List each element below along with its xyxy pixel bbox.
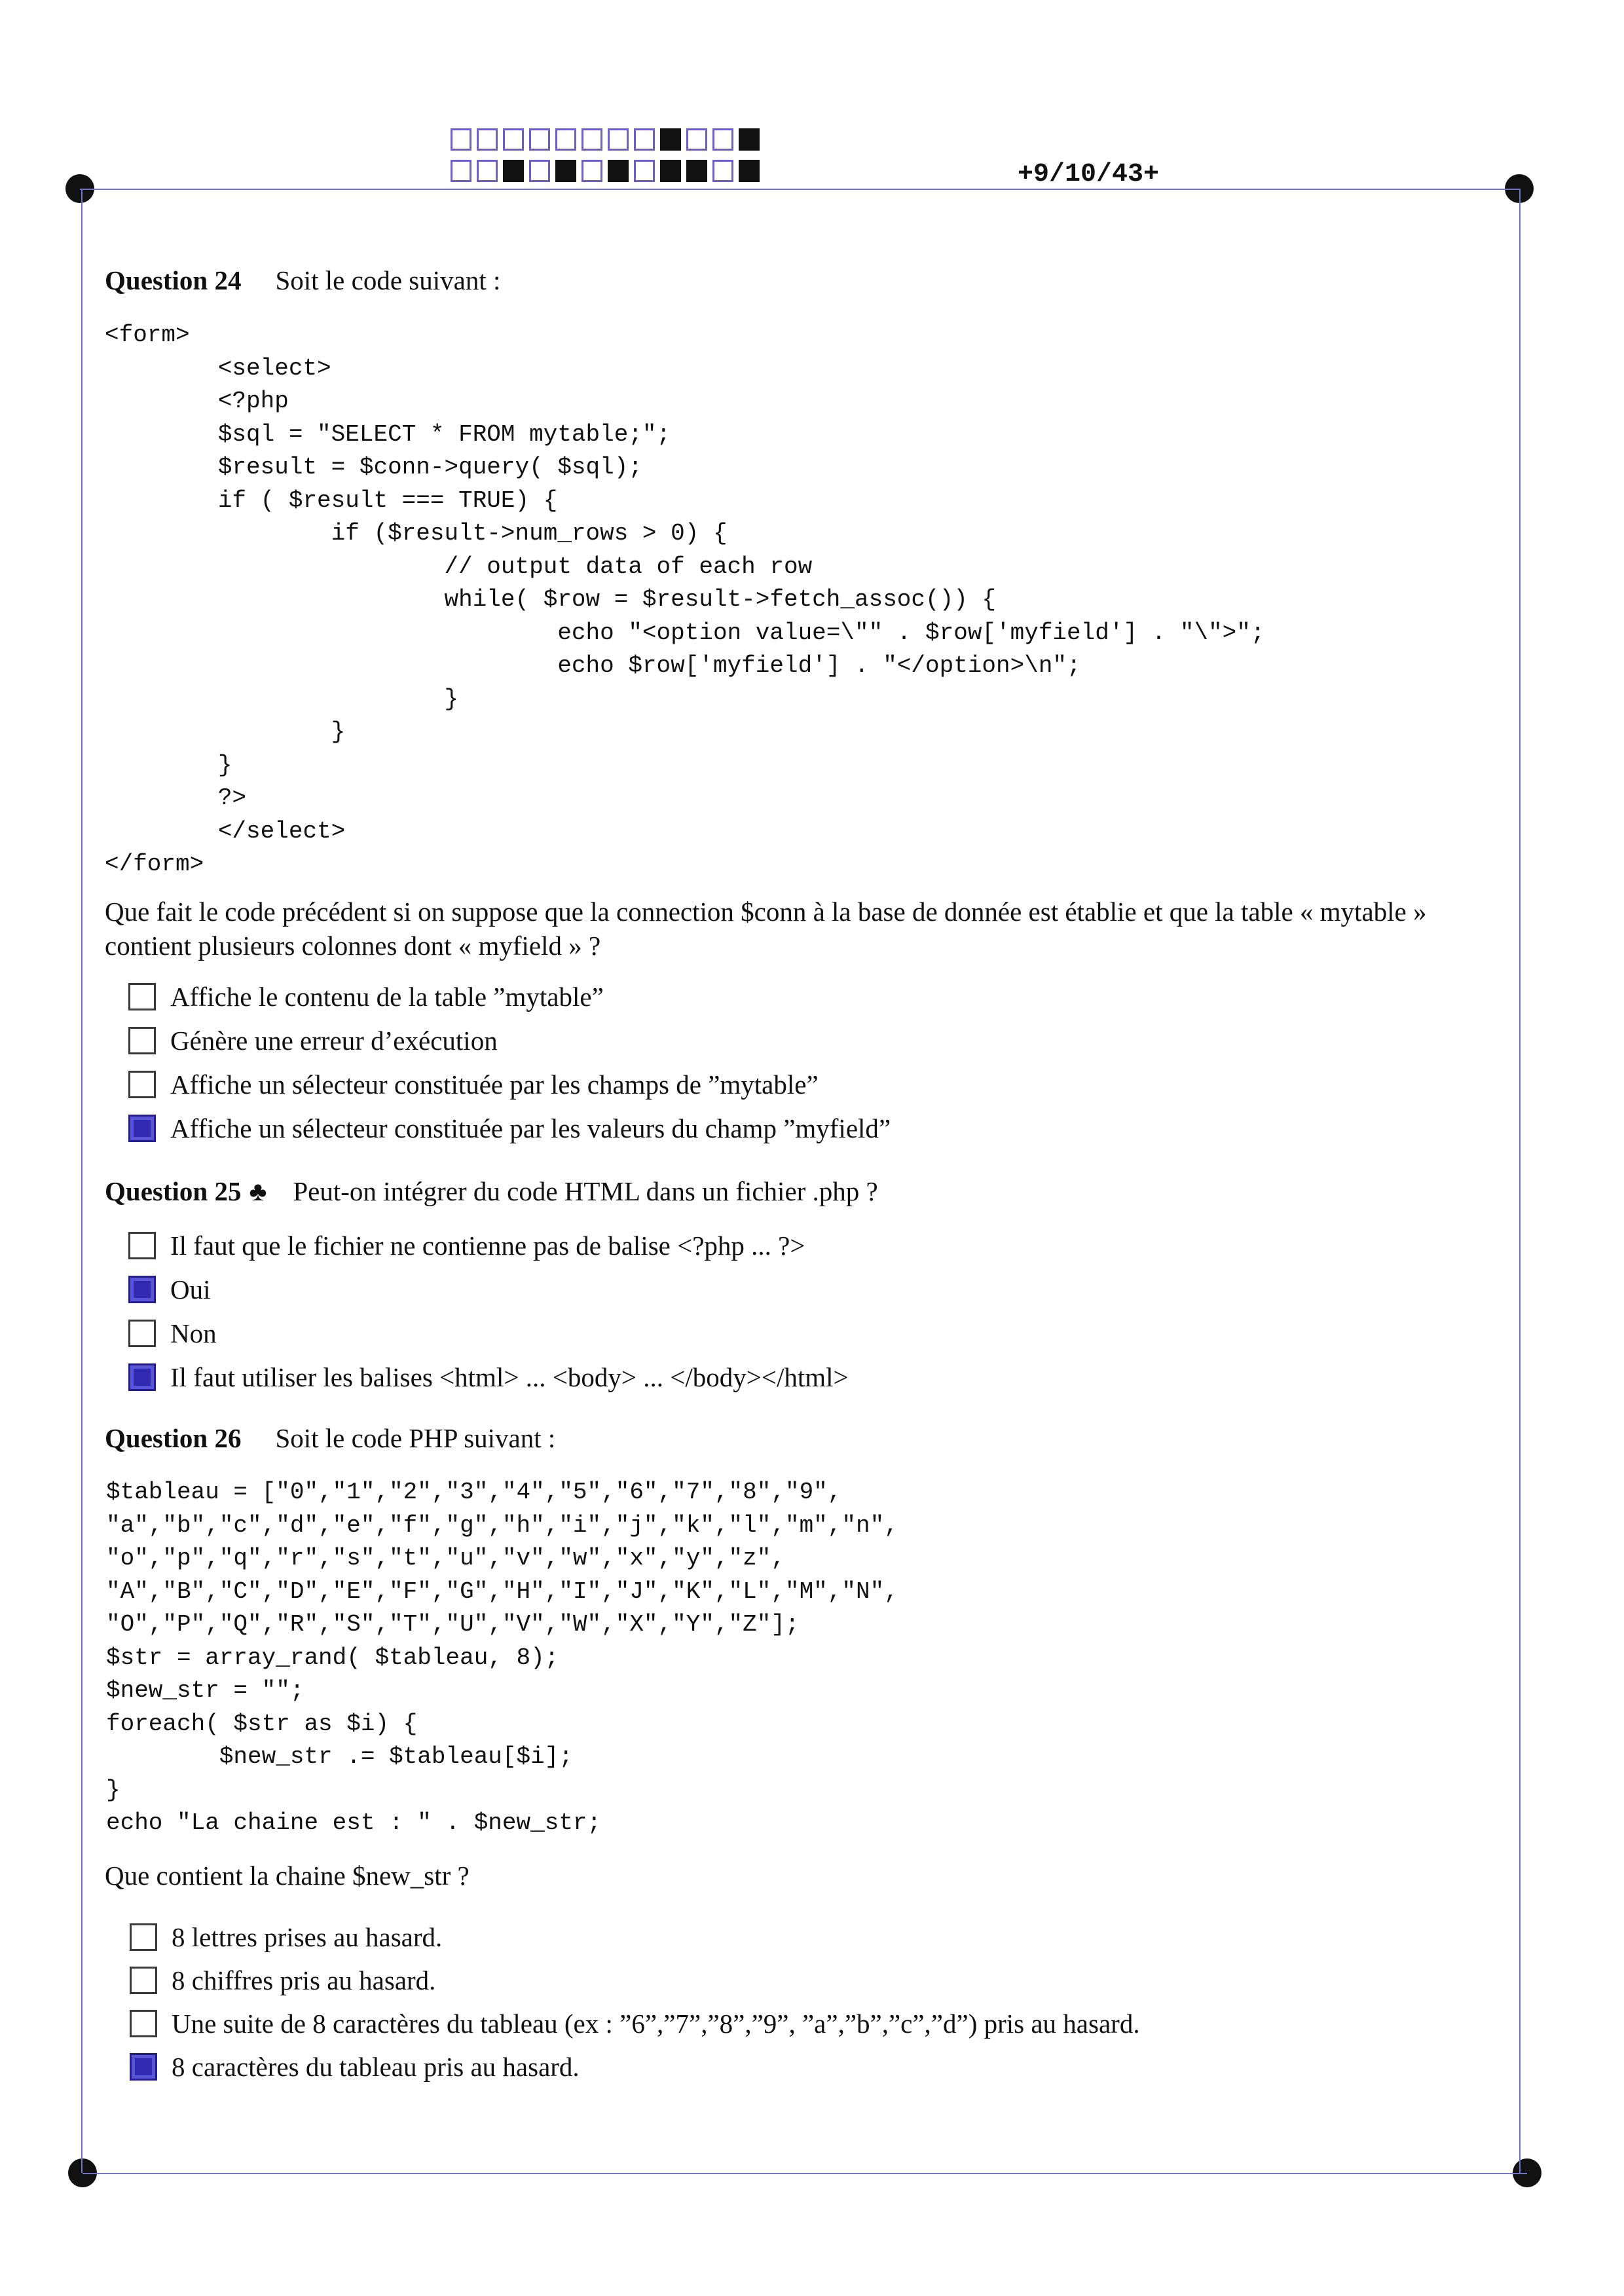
answer-label: Oui: [170, 1274, 211, 1305]
barcode-cell-filled: [608, 160, 629, 182]
code-line: }: [217, 751, 232, 779]
barcode-cell-empty: [712, 128, 733, 151]
code-line: while( $row = $result->fetch_assoc()) {: [444, 586, 997, 613]
frame-top-line: [80, 189, 1521, 190]
checkbox[interactable]: [128, 983, 156, 1010]
barcode-cell-empty: [634, 128, 655, 151]
page-id: +9/10/43+: [1018, 160, 1160, 189]
answer-q24-1[interactable]: [128, 981, 604, 1012]
code-line: foreach( $str as $i) {: [106, 1710, 418, 1737]
club-icon: ♣: [249, 1176, 267, 1206]
code-line: echo "<option value=\"" . $row['myfield'] . "\">";: [557, 619, 1265, 646]
question-number: Question 24: [105, 265, 242, 295]
question-prompt: Soit le code PHP suivant :: [275, 1423, 556, 1453]
checkbox[interactable]: [130, 1923, 157, 1951]
answer-label: Il faut que le fichier ne contienne pas de balise <?php ... ?>: [170, 1231, 805, 1261]
barcode-cell-empty: [581, 128, 602, 151]
code-line: if ($result->num_rows > 0) {: [331, 520, 728, 547]
code-line: "a","b","c","d","e","f","g","h","i","j","k","l","m","n",: [106, 1511, 898, 1539]
checkbox[interactable]: [128, 1320, 156, 1347]
barcode-cell-filled: [660, 128, 681, 151]
code-line: }: [444, 685, 459, 713]
code-line: "A","B","C","D","E","F","G","H","I","J","K","L","M","N",: [106, 1578, 898, 1605]
code-line: ?>: [217, 785, 247, 811]
answer-q26-3[interactable]: [130, 2008, 1140, 2039]
answer-label: Une suite de 8 caractères du tableau (ex : ”6”,”7”,”8”,”9”, ”a”,”b”,”c”,”d”) pris au hasard.: [172, 2009, 1140, 2039]
answer-q25-3[interactable]: [128, 1318, 217, 1349]
barcode-cell-filled: [555, 160, 576, 182]
code-line: echo "La chaine est : " . $new_str;: [106, 1809, 602, 1836]
code-line: $result = $conn->query( $sql);: [217, 454, 642, 481]
code-line: </form>: [105, 851, 204, 878]
answer-q24-4[interactable]: [128, 1113, 891, 1144]
answer-q25-1[interactable]: [128, 1230, 805, 1261]
code-line: $str = array_rand( $tableau, 8);: [106, 1644, 559, 1671]
checkbox-checked[interactable]: [128, 1115, 156, 1142]
checkbox-checked[interactable]: [128, 1276, 156, 1303]
code-line: $new_str = "";: [106, 1677, 304, 1704]
checkbox-checked[interactable]: [128, 1363, 156, 1391]
barcode-cell-empty: [451, 160, 471, 182]
code-line: "O","P","Q","R","S","T","U","V","W","X","Y","Z"];: [106, 1611, 800, 1638]
answer-label: Affiche un sélecteur constituée par les champs de ”mytable”: [170, 1069, 819, 1100]
checkbox[interactable]: [128, 1232, 156, 1259]
barcode-cell-empty: [477, 128, 498, 151]
code-line: </select>: [217, 817, 346, 845]
barcode-cell-filled: [739, 160, 760, 182]
answer-label: 8 chiffres pris au hasard.: [172, 1965, 436, 1995]
answer-q24-2[interactable]: [128, 1025, 498, 1056]
question-26-header: [105, 1422, 555, 1454]
answer-label: Génère une erreur d’exécution: [170, 1026, 498, 1056]
answer-label: 8 caractères du tableau pris au hasard.: [172, 2052, 580, 2082]
answer-label: Affiche le contenu de la table ”mytable”: [170, 982, 604, 1012]
barcode-cell-empty: [529, 128, 550, 151]
code-block-q26: [106, 1476, 898, 1840]
answer-q26-1[interactable]: [130, 1921, 442, 1953]
answer-q24-3[interactable]: [128, 1069, 819, 1100]
barcode-row-bottom: [451, 160, 765, 182]
barcode-cell-filled: [739, 128, 760, 151]
code-line: <?php: [217, 388, 289, 415]
barcode-row-top: [451, 128, 765, 151]
question-prompt: Soit le code suivant :: [275, 265, 501, 295]
question-25-header: [105, 1176, 878, 1207]
barcode-cell-empty: [686, 128, 707, 151]
barcode-cell-filled: [503, 160, 524, 182]
answer-label: 8 lettres prises au hasard.: [172, 1922, 443, 1952]
code-line: "o","p","q","r","s","t","u","v","w","x","y","z",: [106, 1545, 785, 1572]
question-number: Question 26: [105, 1423, 242, 1453]
barcode-cell-empty: [529, 160, 550, 182]
barcode-cell-empty: [555, 128, 576, 151]
answer-label: Affiche un sélecteur constituée par les valeurs du champ ”myfield”: [170, 1113, 891, 1143]
checkbox[interactable]: [128, 1027, 156, 1054]
code-line: }: [106, 1776, 120, 1804]
barcode-cell-empty: [503, 128, 524, 151]
answer-q25-2[interactable]: [128, 1274, 211, 1305]
barcode-cell-empty: [451, 128, 471, 151]
barcode-cell-empty: [608, 128, 629, 151]
question-text-q24: Que fait le code précédent si on suppose que la connection $conn à la base de donnée est établie et que la table « mytable » contient plusieurs colonnes dont « myfield » ?: [105, 897, 1427, 961]
answer-q25-4[interactable]: [128, 1361, 849, 1393]
checkbox[interactable]: [128, 1071, 156, 1098]
code-line: <form>: [105, 322, 190, 348]
barcode-cell-filled: [660, 160, 681, 182]
checkbox-checked[interactable]: [130, 2053, 157, 2081]
code-line: echo $row['myfield'] . "</option>\n";: [557, 652, 1081, 679]
code-line: if ( $result === TRUE) {: [217, 487, 558, 514]
barcode-cell-empty: [712, 160, 733, 182]
frame-left-line: [81, 189, 83, 2173]
answer-q26-2[interactable]: [130, 1965, 435, 1996]
question-text-q26: Que contient la chaine $new_str ?: [105, 1861, 470, 1891]
question-prompt: Peut-on intégrer du code HTML dans un fichier .php ?: [293, 1176, 878, 1206]
frame-bottom-line: [83, 2173, 1527, 2174]
code-block-q24: [105, 319, 1265, 881]
answer-q26-4[interactable]: [130, 2051, 580, 2083]
code-line: $new_str .= $tableau[$i];: [219, 1743, 573, 1770]
answer-label: Non: [170, 1318, 217, 1348]
barcode-cell-empty: [477, 160, 498, 182]
question-number: Question 25: [105, 1176, 242, 1206]
frame-right-line: [1519, 189, 1521, 2173]
code-line: }: [331, 718, 346, 745]
code-line: <select>: [217, 354, 331, 382]
checkbox[interactable]: [130, 2010, 157, 2037]
checkbox[interactable]: [130, 1967, 157, 1994]
answer-label: Il faut utiliser les balises <html> ... <body> ... </body></html>: [170, 1362, 849, 1392]
code-line: $sql = "SELECT * FROM mytable;";: [217, 420, 671, 448]
code-line: $tableau = ["0","1","2","3","4","5","6","7","8","9",: [106, 1479, 842, 1506]
barcode-cell-empty: [581, 160, 602, 182]
question-24-header: [105, 265, 500, 296]
code-line: // output data of each row: [444, 553, 813, 580]
barcode-cell-filled: [686, 160, 707, 182]
barcode-cell-empty: [634, 160, 655, 182]
